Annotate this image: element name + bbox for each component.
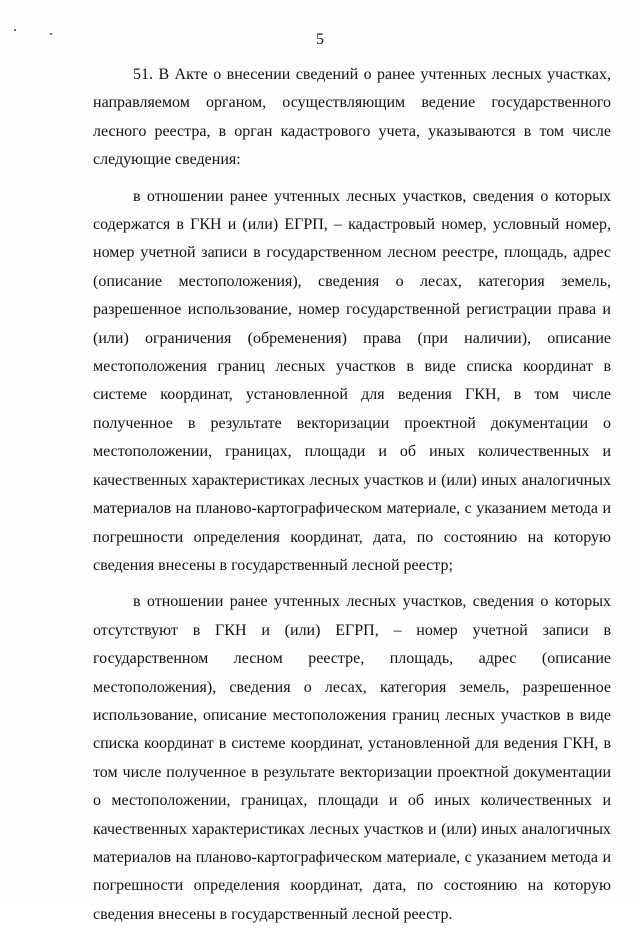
document-body (93, 61, 611, 937)
paragraph-absent-in-gkn: в отношении ранее учтенных лесных участков, сведения о которых отсутствуют в ГКН и (или) ЕГРП, – номер учетной записи в государственном лесном реестре, площадь, адрес (описание местоположения), сведения о лесах, категория земель, разрешенное использование, описание местоположения границ лесных участков в виде списка координат в системе координат, установленной для ведения ГКН, в том числе полученное в результате векторизации проектной документации о местоположении, границах, площади и об иных количественных и качественных характеристиках лесных участков и (или) иных аналогичных материалов на планово-картографическом материале, с указанием метода и погрешности определения координат, дата, по состоянию на которую сведения внесены в государственный лесной реестр. (93, 593, 611, 923)
page-number: 5 (316, 31, 324, 48)
paragraph-item-51: 51. В Акте о внесении сведений о ранее учтенных лесных участках, направляемом органом, осуществляющим ведение государственного лесного реестра, в орган кадастрового учета, указываются в том числе следующие сведения: (93, 66, 611, 169)
paragraph-registered-in-gkn: в отношении ранее учтенных лесных участков, сведения о которых содержатся в ГКН и (или) ЕГРП, – кадастровый номер, условный номер, номер учетной записи в государственном лесном реестре, площадь, адрес (описание местоположения), сведения о лесах, категория земель, разрешенное использование, номер государственной регистрации права и (или) ограничения (обременения) права (при наличии), описание местоположения границ лесных участков в виде списка координат в системе координат, установленной для ведения ГКН, в том числе полученное в результате векторизации проектной документации о местоположении, границах, площади и об иных количественных и качественных характеристиках лесных участков и (или) иных аналогичных материалов на планово-картографическом материале, с указанием метода и погрешности определения координат, дата, по состоянию на которую сведения внесены в государственный лесной реестр; (93, 187, 611, 574)
